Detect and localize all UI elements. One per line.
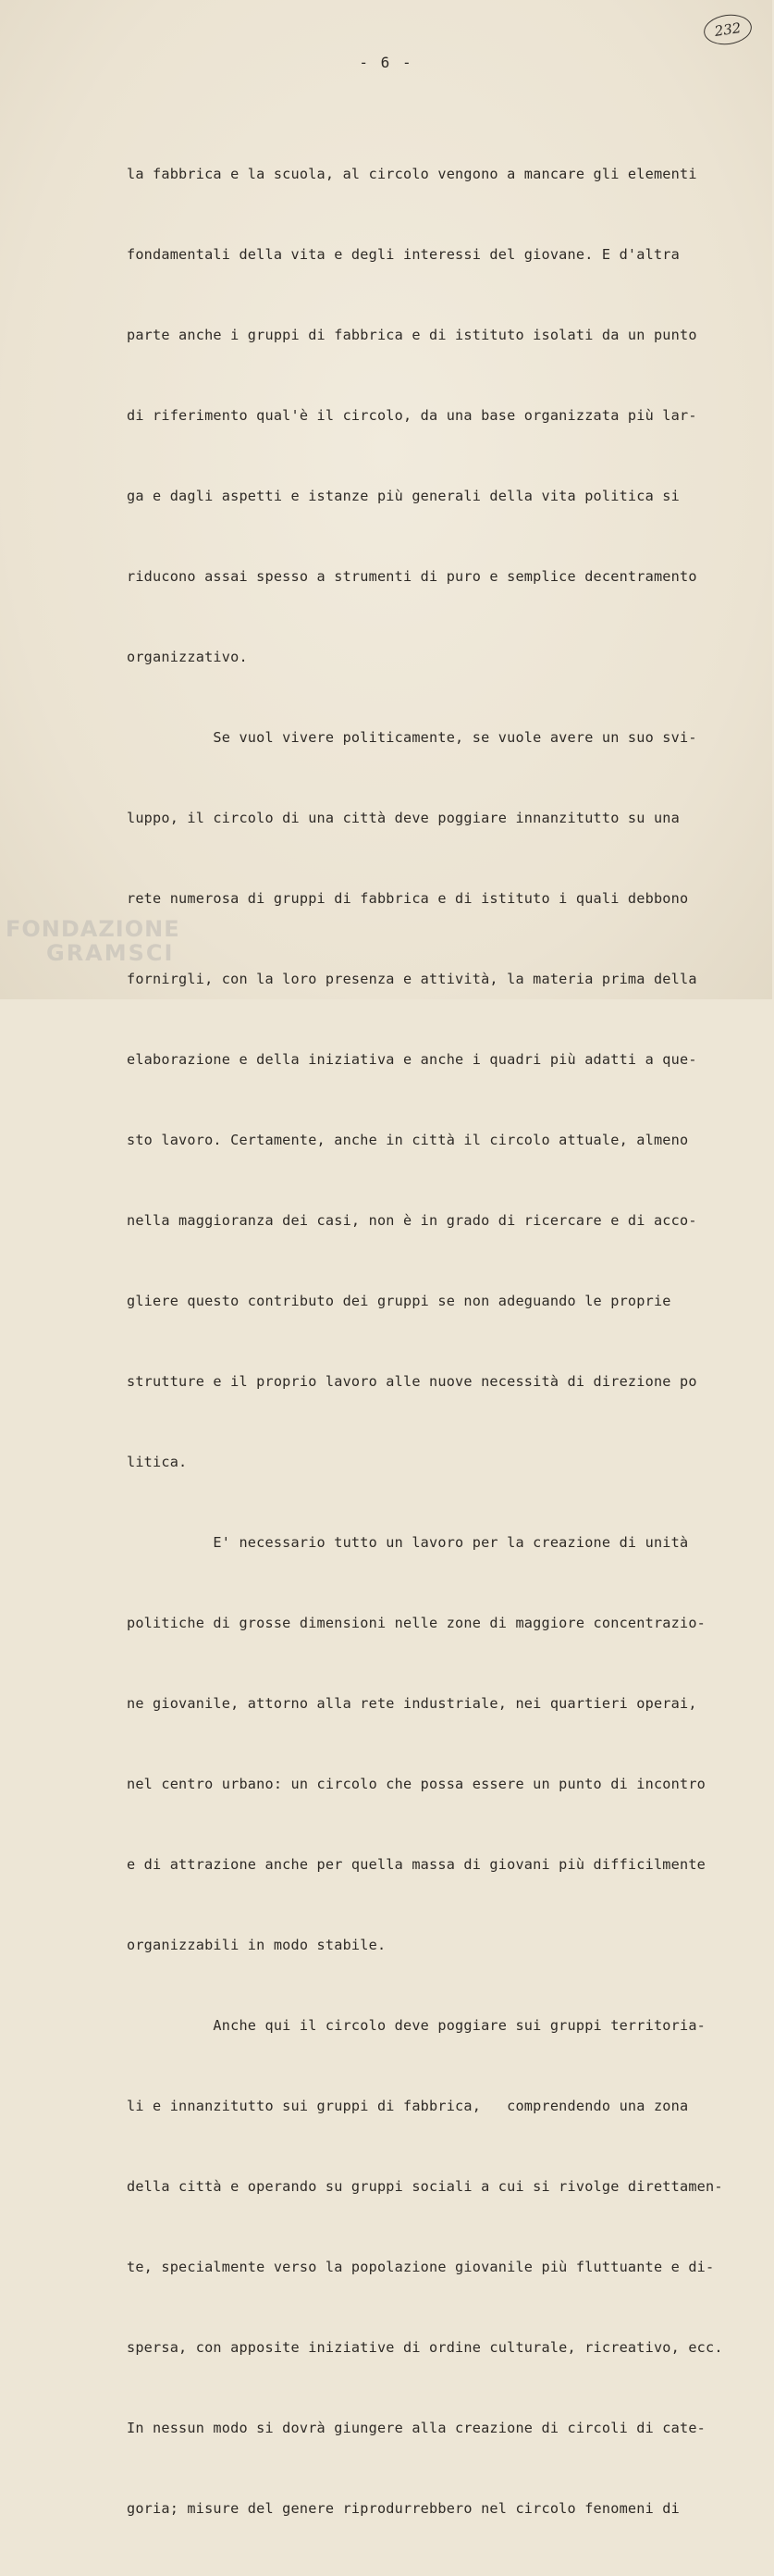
text-line: politiche di grosse dimensioni nelle zone di maggiore concentrazio- bbox=[127, 1615, 706, 1631]
text-line: parte anche i gruppi di fabbrica e di istituto isolati da un punto bbox=[127, 327, 697, 343]
text-line: E' necessario tutto un lavoro per la creazione di unità bbox=[127, 1534, 689, 1551]
text-line: Se vuol vivere politicamente, se vuole avere un suo svi- bbox=[127, 729, 697, 746]
text-line: della città e operando su gruppi sociali a cui si rivolge direttamen- bbox=[127, 2178, 723, 2195]
text-line: la fabbrica e la scuola, al circolo vengono a mancare gli elementi bbox=[127, 166, 697, 182]
page-number: - 6 - bbox=[359, 54, 413, 71]
text-line: li e innanzitutto sui gruppi di fabbrica, comprendendo una zona bbox=[127, 2098, 689, 2114]
text-line: Anche qui il circolo deve poggiare sui gruppi territoria- bbox=[127, 2017, 706, 2034]
text-line: di riferimento qual'è il circolo, da una base organizzata più lar- bbox=[127, 407, 697, 424]
watermark-line-1: FONDAZIONE bbox=[6, 916, 180, 942]
text-line: fondamentali della vita e degli interessi del giovane. E d'altra bbox=[127, 246, 680, 263]
text-line: gliere questo contributo dei gruppi se non adeguando le proprie bbox=[127, 1293, 671, 1309]
text-line: elaborazione e della iniziativa e anche i quadri più adatti a que- bbox=[127, 1051, 697, 1068]
text-line: rete numerosa di gruppi di fabbrica e di istituto i quali debbono bbox=[127, 890, 689, 907]
text-line: fornirgli, con la loro presenza e attività, la materia prima della bbox=[127, 971, 697, 987]
text-line: nella maggioranza dei casi, non è in grado di ricercare e di acco- bbox=[127, 1212, 697, 1229]
text-line: organizzabili in modo stabile. bbox=[127, 1937, 387, 1953]
text-line: luppo, il circolo di una città deve poggiare innanzitutto su una bbox=[127, 810, 680, 826]
text-line: ne giovanile, attorno alla rete industriale, nei quartieri operai, bbox=[127, 1695, 697, 1712]
text-line: sto lavoro. Certamente, anche in città il circolo attuale, almeno bbox=[127, 1132, 689, 1148]
text-line: organizzativo. bbox=[127, 649, 248, 665]
text-line: riducono assai spesso a strumenti di puro e semplice decentramento bbox=[127, 568, 697, 585]
text-line: nel centro urbano: un circolo che possa essere un punto di incontro bbox=[127, 1776, 706, 1792]
fondazione-gramsci-watermark bbox=[6, 916, 180, 966]
watermark-line-2: GRAMSCI bbox=[46, 940, 175, 966]
text-line: ga e dagli aspetti e istanze più generali della vita politica si bbox=[127, 488, 680, 504]
text-line: In nessun modo si dovrà giungere alla creazione di circoli di cate- bbox=[127, 2420, 706, 2436]
text-line: spersa, con apposite iniziative di ordine culturale, ricreativo, ecc. bbox=[127, 2339, 723, 2356]
text-line: goria; misure del genere riprodurrebbero nel circolo fenomeni di bbox=[127, 2500, 680, 2517]
body-text bbox=[127, 107, 774, 2576]
archive-number-stamp: 232 bbox=[702, 12, 754, 48]
text-line: te, specialmente verso la popolazione giovanile più fluttuante e di- bbox=[127, 2259, 715, 2275]
text-line: e di attrazione anche per quella massa di giovani più difficilmente bbox=[127, 1856, 706, 1873]
text-line: litica. bbox=[127, 1454, 188, 1470]
text-line: strutture e il proprio lavoro alle nuove necessità di direzione po bbox=[127, 1373, 697, 1390]
